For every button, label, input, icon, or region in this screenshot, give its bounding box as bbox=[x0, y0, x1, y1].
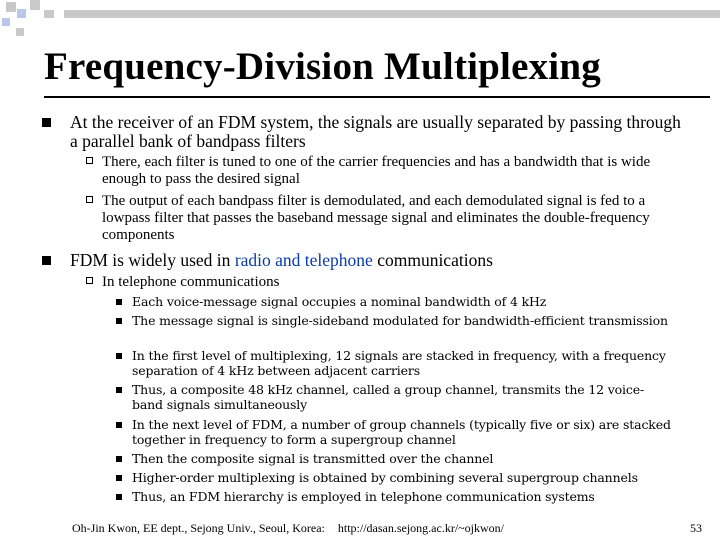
slide-title: Frequency-Division Multiplexing bbox=[44, 45, 601, 88]
footer-author: Oh-Jin Kwon, EE dept., Sejong Univ., Seoul, Korea: bbox=[72, 521, 325, 535]
sub-bullet-text: There, each filter is tuned to one of the carrier frequencies and has a bandwidth that is wide enough to pass the desired signal bbox=[102, 154, 651, 187]
square-bullet-icon bbox=[116, 299, 122, 305]
footer bbox=[72, 521, 504, 536]
title-rule bbox=[44, 96, 710, 98]
hollow-square-bullet-icon bbox=[86, 196, 93, 203]
bullet-text: FDM is widely used in radio and telephone communications bbox=[70, 250, 493, 270]
corner-decoration bbox=[0, 0, 720, 40]
square-bullet-icon bbox=[116, 422, 122, 428]
page-number: 53 bbox=[690, 521, 702, 535]
square-bullet-icon bbox=[116, 494, 122, 500]
square-bullet-icon bbox=[42, 118, 51, 127]
sub-bullet-text: The output of each bandpass filter is demodulated, and each demodulated signal is fed to a lowpass filter that passes the baseband message signal and eliminates the double-frequency components bbox=[102, 193, 650, 243]
hollow-square-bullet-icon bbox=[86, 157, 93, 164]
sub-bullet-text: In telephone communications bbox=[102, 274, 280, 290]
bullet-text: At the receiver of an FDM system, the signals are usually separated by passing through a parallel bank of bandpass filters bbox=[70, 112, 681, 151]
square-bullet-icon bbox=[116, 353, 122, 359]
square-bullet-icon bbox=[116, 387, 122, 393]
hollow-square-bullet-icon bbox=[86, 277, 93, 284]
square-bullet-icon bbox=[116, 318, 122, 324]
square-bullet-icon bbox=[116, 475, 122, 481]
square-bullet-icon bbox=[42, 256, 51, 265]
square-bullet-icon bbox=[116, 456, 122, 462]
footer-url: http://dasan.sejong.ac.kr/~ojkwon/ bbox=[337, 521, 504, 535]
highlighted-text: radio and telephone bbox=[234, 250, 373, 270]
